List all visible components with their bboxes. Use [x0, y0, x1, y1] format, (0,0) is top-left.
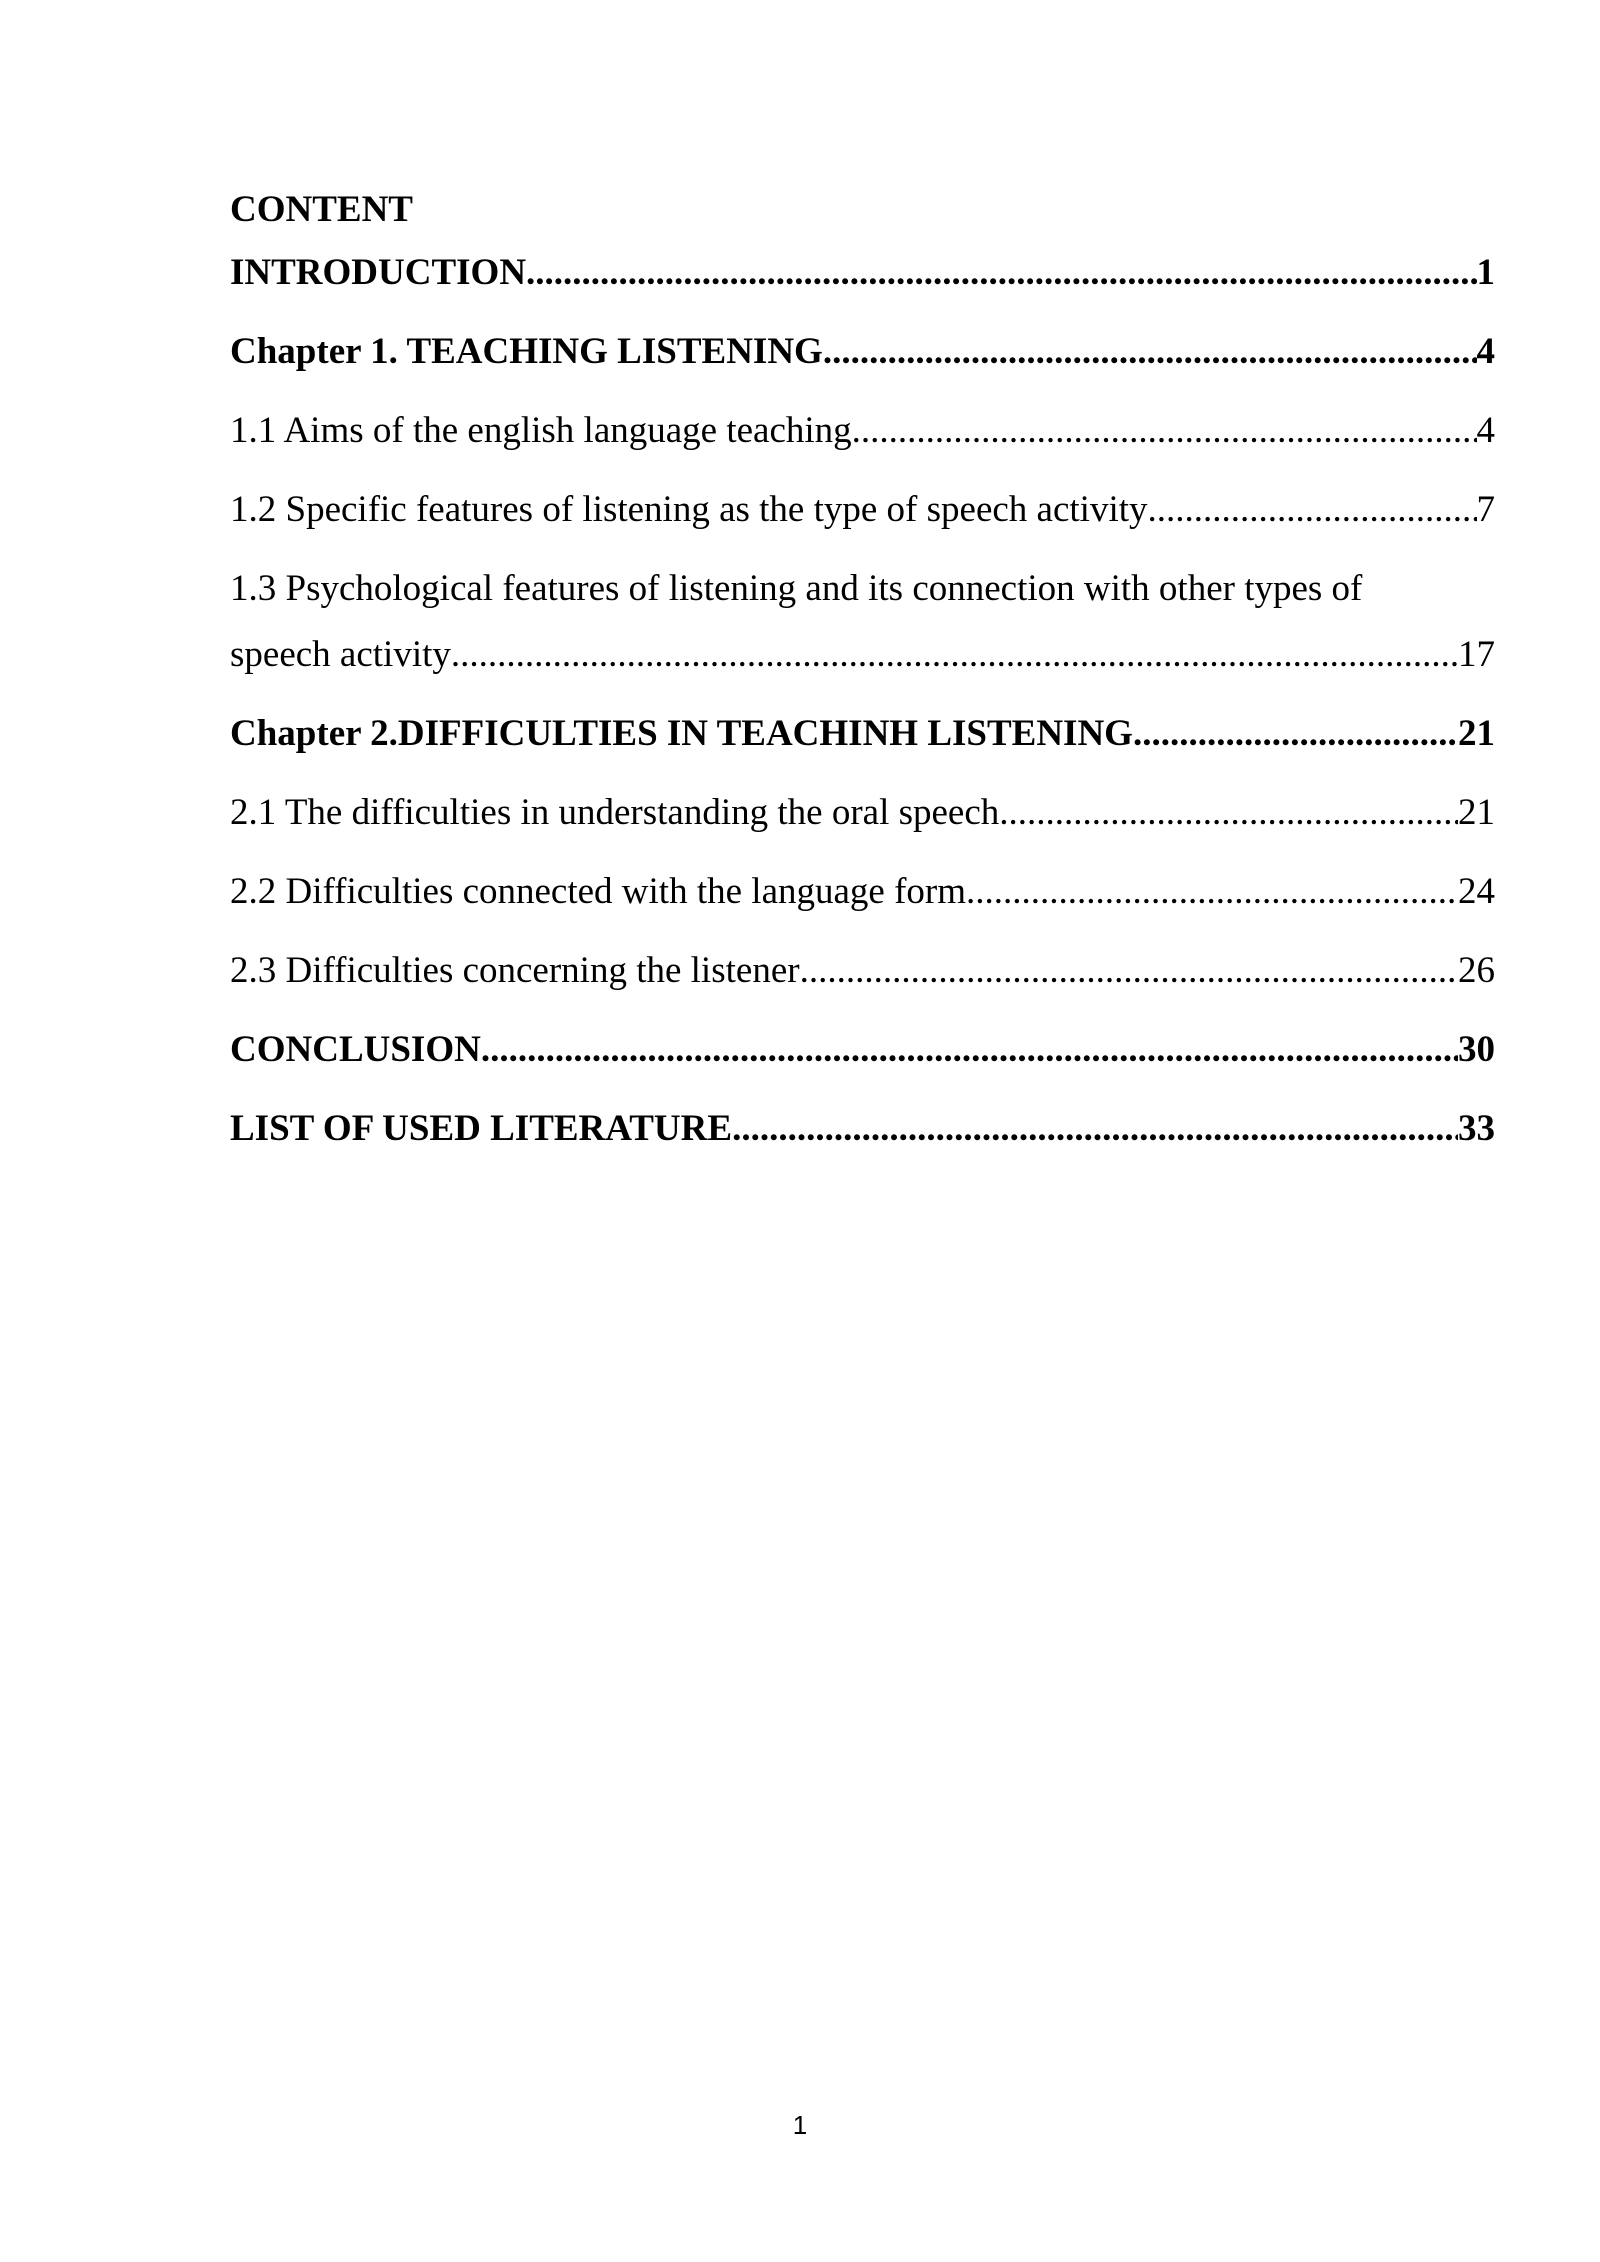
- toc-entry-text: Chapter 1. TEACHING LISTENING: [230, 331, 823, 372]
- toc-page-number: 7: [1476, 489, 1495, 530]
- toc-entry-text: 1.2 Specific features of listening as the type of speech activity: [230, 489, 1148, 530]
- toc-dot-leader: [966, 859, 1458, 925]
- toc-entry-section-1-2: [230, 477, 1495, 556]
- toc-dot-leader: [1133, 701, 1458, 767]
- table-of-contents: [230, 180, 1495, 1175]
- toc-dot-leader: [1148, 477, 1477, 543]
- toc-page-number: 24: [1458, 871, 1495, 912]
- toc-entry-section-2-2: [230, 859, 1495, 938]
- toc-page-number: 33: [1458, 1108, 1495, 1149]
- toc-page-number: 21: [1458, 713, 1495, 754]
- toc-entry-chapter-2: [230, 701, 1495, 780]
- toc-page-number: 21: [1458, 792, 1495, 833]
- toc-dot-leader: [823, 319, 1477, 385]
- toc-page-number: 30: [1458, 1029, 1495, 1070]
- toc-entry-text: 2.3 Difficulties concerning the listener: [230, 950, 800, 991]
- toc-entry-text: 1.1 Aims of the english language teaching: [230, 410, 852, 451]
- toc-entry-text: INTRODUCTION: [230, 252, 527, 293]
- toc-page-number: 1: [1476, 252, 1495, 293]
- toc-entry-text: 2.1 The difficulties in understanding the oral speech: [230, 792, 1000, 833]
- toc-heading: CONTENT: [230, 189, 413, 230]
- toc-dot-leader: [732, 1096, 1458, 1162]
- toc-entry-text-line1: 1.3 Psychological features of listening and its connection with other types of: [230, 568, 1363, 609]
- toc-page-number: 4: [1476, 331, 1495, 372]
- toc-entry-text-line2: speech activity: [230, 634, 451, 675]
- toc-entry-literature: [230, 1096, 1495, 1175]
- toc-entry-section-2-3: [230, 938, 1495, 1017]
- toc-dot-leader: [999, 780, 1458, 846]
- toc-entry-conclusion: [230, 1017, 1495, 1096]
- toc-entry-section-1-3: [230, 556, 1495, 701]
- toc-entry-text: Chapter 2.DIFFICULTIES IN TEACHINH LISTENING: [230, 713, 1133, 754]
- toc-entry-text: LIST OF USED LITERATURE: [230, 1108, 733, 1149]
- toc-page-number: 26: [1458, 950, 1495, 991]
- toc-entry-line2: [230, 622, 1495, 688]
- toc-dot-leader: [526, 240, 1476, 306]
- toc-entry-section-2-1: [230, 780, 1495, 859]
- toc-entry-section-1-1: [230, 398, 1495, 477]
- toc-page-number: 4: [1476, 410, 1495, 451]
- toc-dot-leader: [481, 1017, 1458, 1083]
- toc-entry-text: 2.2 Difficulties connected with the language form: [230, 871, 967, 912]
- toc-page-number: 17: [1458, 634, 1495, 675]
- toc-entry-text: CONCLUSION: [230, 1029, 481, 1070]
- toc-dot-leader: [451, 622, 1458, 688]
- toc-dot-leader: [800, 938, 1458, 1004]
- toc-dot-leader: [852, 398, 1477, 464]
- footer-page-number: 1: [792, 2110, 808, 2140]
- toc-entry-introduction: [230, 240, 1495, 319]
- toc-entry-chapter-1: [230, 319, 1495, 398]
